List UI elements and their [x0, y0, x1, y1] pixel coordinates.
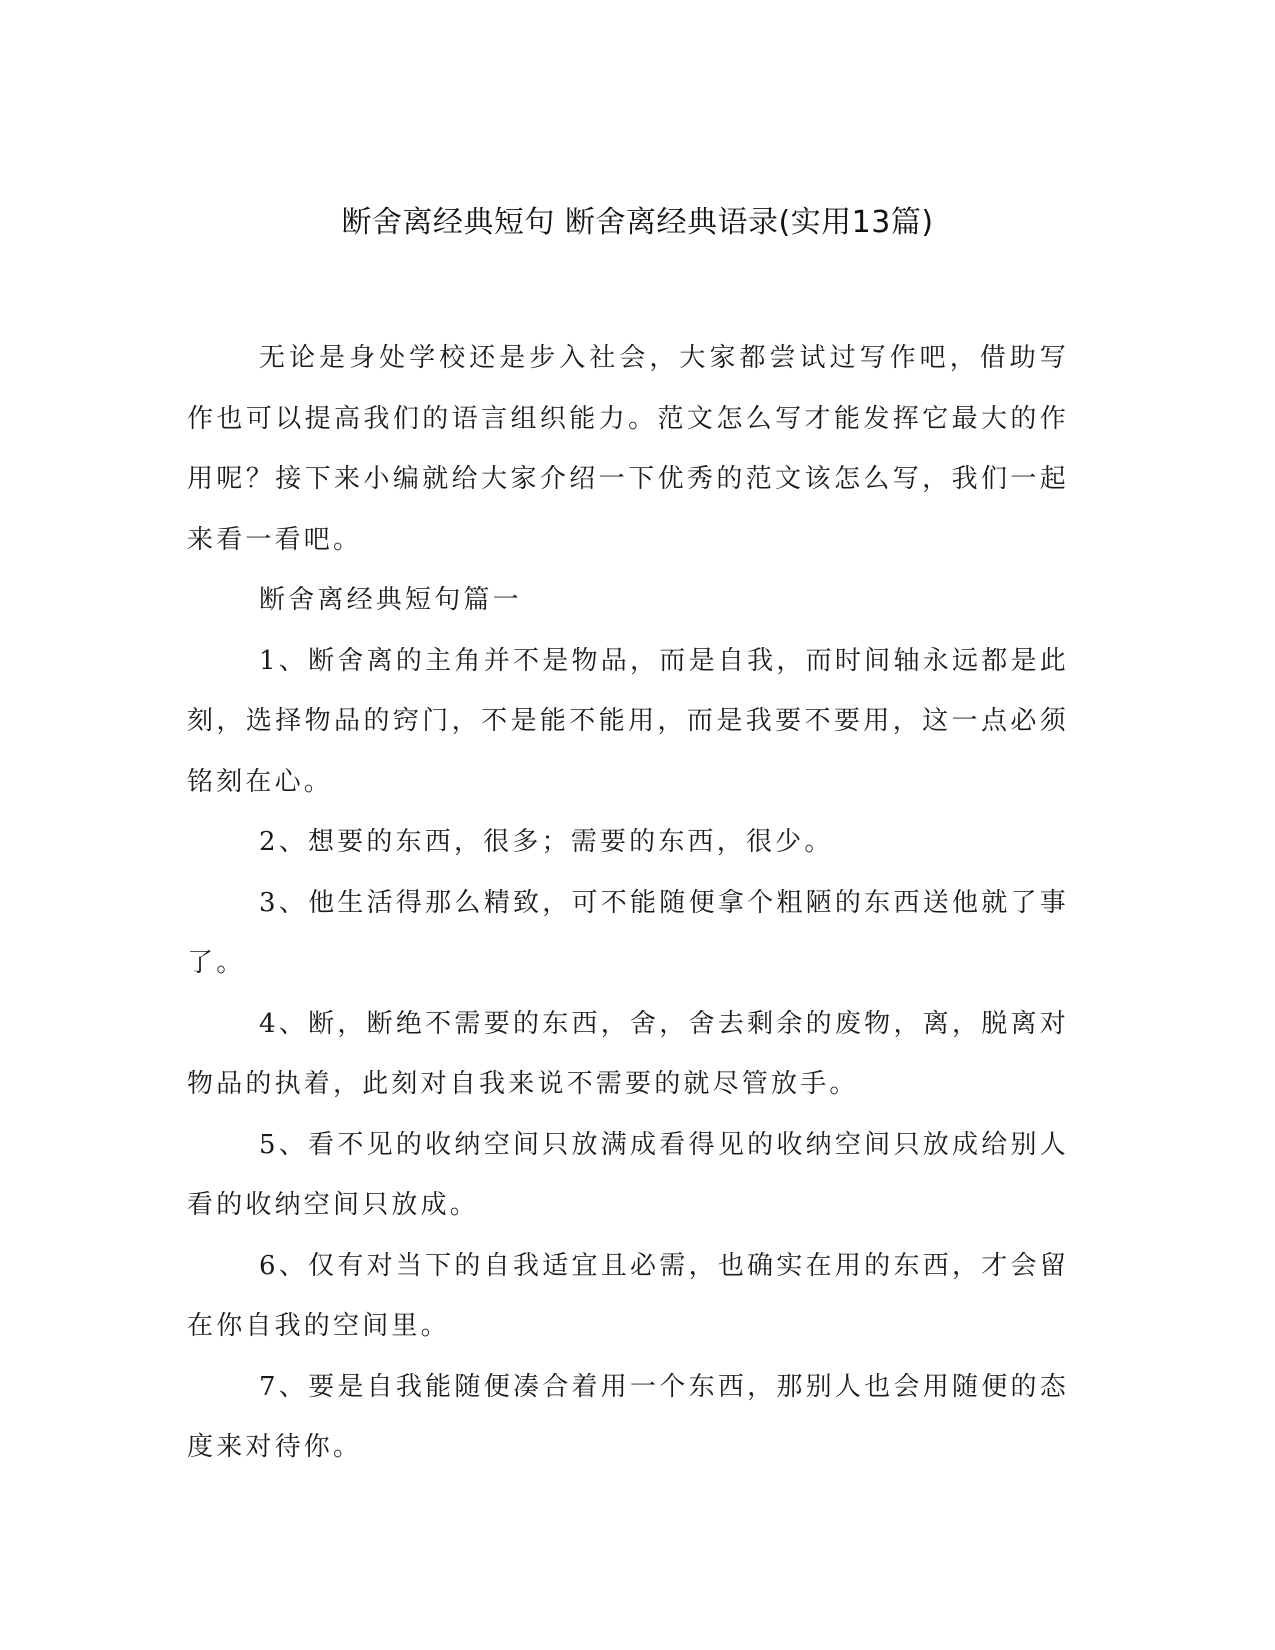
intro-paragraph: 无论是身处学校还是步入社会，大家都尝试过写作吧，借助写作也可以提高我们的语言组织能力。范文怎么写才能发挥它最大的作用呢？接下来小编就给大家介绍一下优秀的范文该怎么写，我们一起来看一看吧。 [187, 343, 1069, 555]
document-body [187, 328, 1069, 1478]
quote-item-3: 3、他生活得那么精致，可不能随便拿个粗陋的东西送他就了事了。 [187, 887, 1069, 978]
quote-item-7: 7、要是自我能随便凑合着用一个东西，那别人也会用随便的态度来对待你。 [187, 1371, 1069, 1462]
quote-item-6: 6、仅有对当下的自我适宜且必需，也确实在用的东西，才会留在你自我的空间里。 [187, 1250, 1069, 1341]
document-title: 断舍离经典短句 断舍离经典语录(实用13篇) [341, 205, 934, 240]
quote-item-2: 2、想要的东西，很多；需要的东西，很少。 [259, 827, 834, 857]
section-heading: 断舍离经典短句篇一 [259, 585, 522, 615]
quote-item-1: 1、断舍离的主角并不是物品，而是自我，而时间轴永远都是此刻，选择物品的窍门，不是能不能用，而是我要不要用，这一点必须铭刻在心。 [187, 645, 1069, 797]
quote-item-4: 4、断，断绝不需要的东西，舍，舍去剩余的废物，离，脱离对物品的执着，此刻对自我来说不需要的就尽管放手。 [187, 1008, 1069, 1099]
quote-item-5: 5、看不见的收纳空间只放满成看得见的收纳空间只放成给别人看的收纳空间只放成。 [187, 1129, 1069, 1220]
